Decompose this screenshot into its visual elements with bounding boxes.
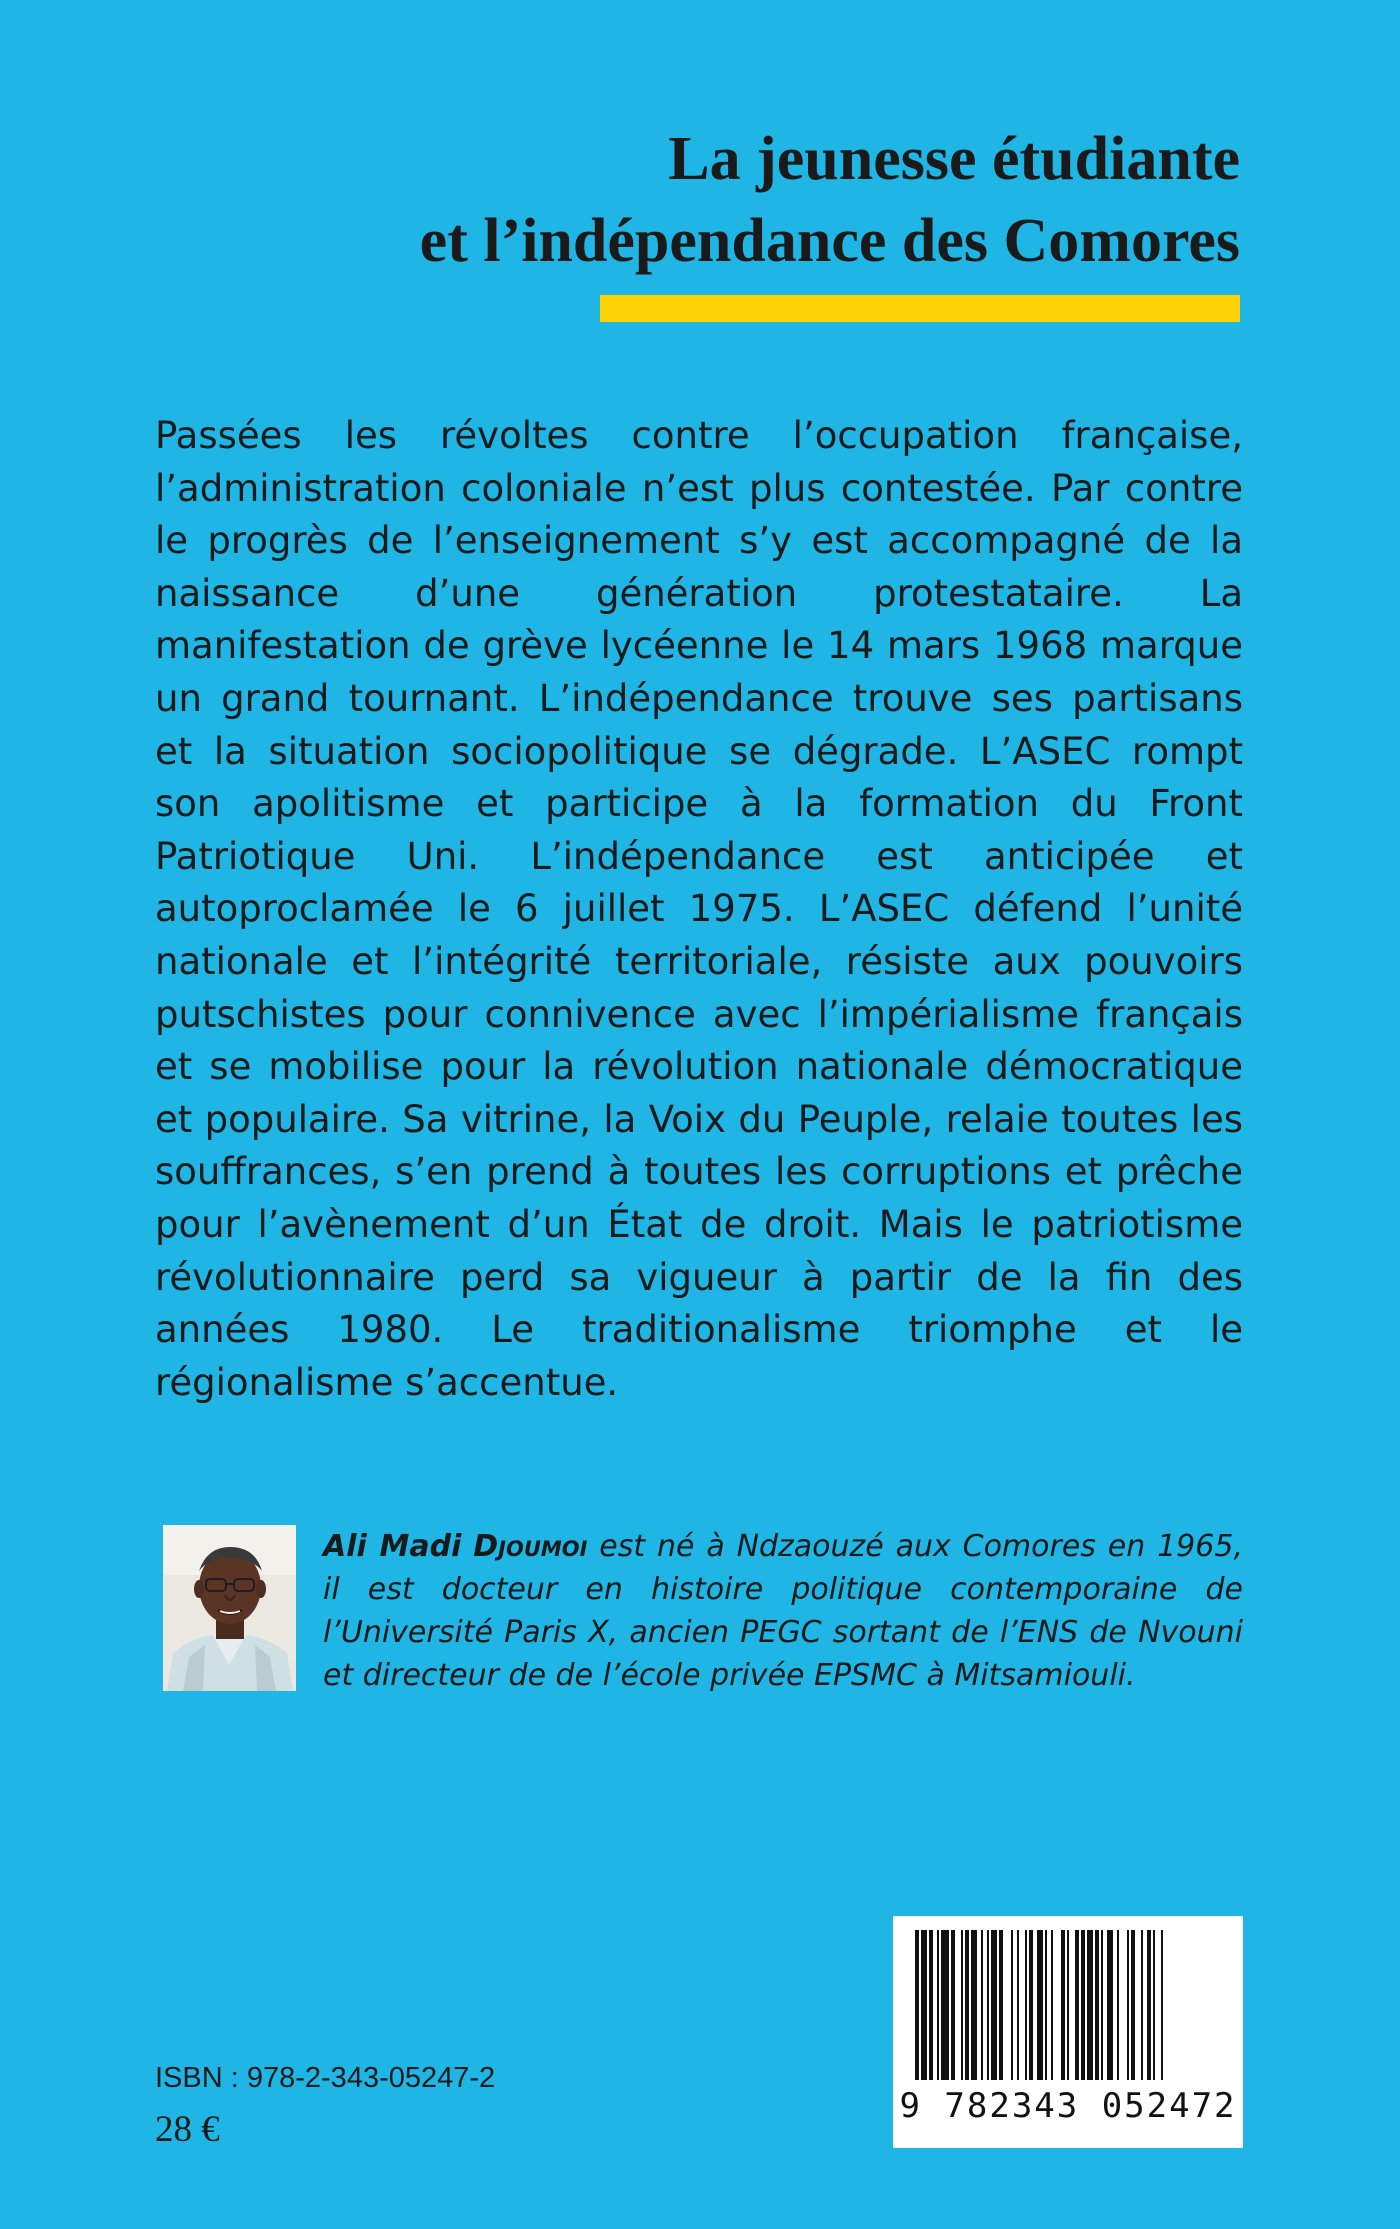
barcode-bar [1131, 1930, 1135, 2080]
barcode-bar [999, 1930, 1003, 2080]
book-title-line-1: La jeunesse étudiante [668, 125, 1240, 193]
price: 28 € [155, 2109, 220, 2150]
author-section [163, 1525, 1243, 1695]
barcode-bar [1141, 1930, 1143, 2080]
isbn-text: ISBN : 978-2-343-05247-2 [155, 2062, 496, 2094]
book-summary: Passées les révoltes contre l’occupation française, l’administration coloniale n’est plus contestée. Par contre le progrès de l’enseignement s’y est accompagné de la naissance d’une génération protestataire. La manifestation de grève lycéenne le 14 mars 1968 marque un grand tournant. L’indépendance trouve ses partisans et la situation sociopolitique se dégrade. L’ASEC rompt son apolitisme et participe à la formation du Front Patriotique Uni. L’indépendance est anticipée et autoproclamée le 6 juillet 1975. L’ASEC défend l’unité nationale et l’intégrité territoriale, résiste aux pouvoirs putschistes pour connivence avec l’impérialisme français et se mobilise pour la révolution nationale démocratique et populaire. Sa vitrine, la Voix du Peuple, relaie toutes les souffrances, s’en prend à toutes les corruptions et prêche pour l’avènement d’un État de droit. Mais le patriotisme révolutionnaire perd sa vigueur à partir de la fin des années 1980. Le traditionalisme triomphe et le régionalisme s’accentue. [155, 414, 1243, 1404]
author-surname: Djoumoi [473, 1529, 588, 1564]
barcode-bar [1153, 1930, 1155, 2080]
barcode-bar [965, 1930, 969, 2080]
barcode-bar [1061, 1930, 1065, 2080]
barcode-bar [921, 1930, 927, 2080]
book-title [420, 118, 1240, 282]
barcode-bar [1045, 1930, 1047, 2080]
barcode-bar [1025, 1930, 1027, 2080]
barcode-bar [1037, 1930, 1043, 2080]
yellow-accent-bar [600, 295, 1240, 322]
book-title-line-2: et l’indépendance des Comores [419, 207, 1240, 275]
barcode-bar [991, 1930, 997, 2080]
barcode-bar [1127, 1930, 1129, 2080]
barcode-bar [929, 1930, 933, 2080]
barcode-bar [981, 1930, 983, 2080]
author-bio [323, 1525, 1243, 1697]
barcode-bar [1011, 1930, 1013, 2080]
barcode-digits: 9 782343 052472 [899, 2086, 1237, 2126]
barcode-bar [915, 1930, 919, 2080]
author-given-name: Ali Madi [323, 1529, 462, 1564]
barcode-bar [1161, 1930, 1163, 2080]
barcode-bar [1081, 1930, 1085, 2080]
author-portrait-image [163, 1525, 296, 1691]
isbn-barcode [893, 1916, 1243, 2148]
barcode-bar [1095, 1930, 1099, 2080]
barcode-bars [893, 1916, 1243, 2086]
barcode-bar [937, 1930, 939, 2080]
barcode-bar [1087, 1930, 1093, 2080]
barcode-bar [1067, 1930, 1069, 2080]
author-photo [163, 1525, 296, 1691]
barcode-bar [1147, 1930, 1151, 2080]
barcode-bar [1117, 1930, 1119, 2080]
barcode-bar [1107, 1930, 1113, 2080]
barcode-bar [951, 1930, 955, 2080]
barcode-bar [961, 1930, 963, 2080]
barcode-bar [1101, 1930, 1103, 2080]
barcode-bar [941, 1930, 949, 2080]
author-bio-text: est né à Ndzaouzé aux Comores en 1965, il est docteur en histoire politique contemporaine de l’Université Paris X, ancien PEGC sortant de l’ENS de Nvouni et directeur de de l’école privée EPSMC à Mitsamiouli. [323, 1529, 1243, 1693]
barcode-bar [1051, 1930, 1053, 2080]
barcode-bar [1029, 1930, 1033, 2080]
barcode-bar [987, 1930, 989, 2080]
barcode-bar [1017, 1930, 1019, 2080]
barcode-bar [1075, 1930, 1079, 2080]
barcode-bar [971, 1930, 977, 2080]
